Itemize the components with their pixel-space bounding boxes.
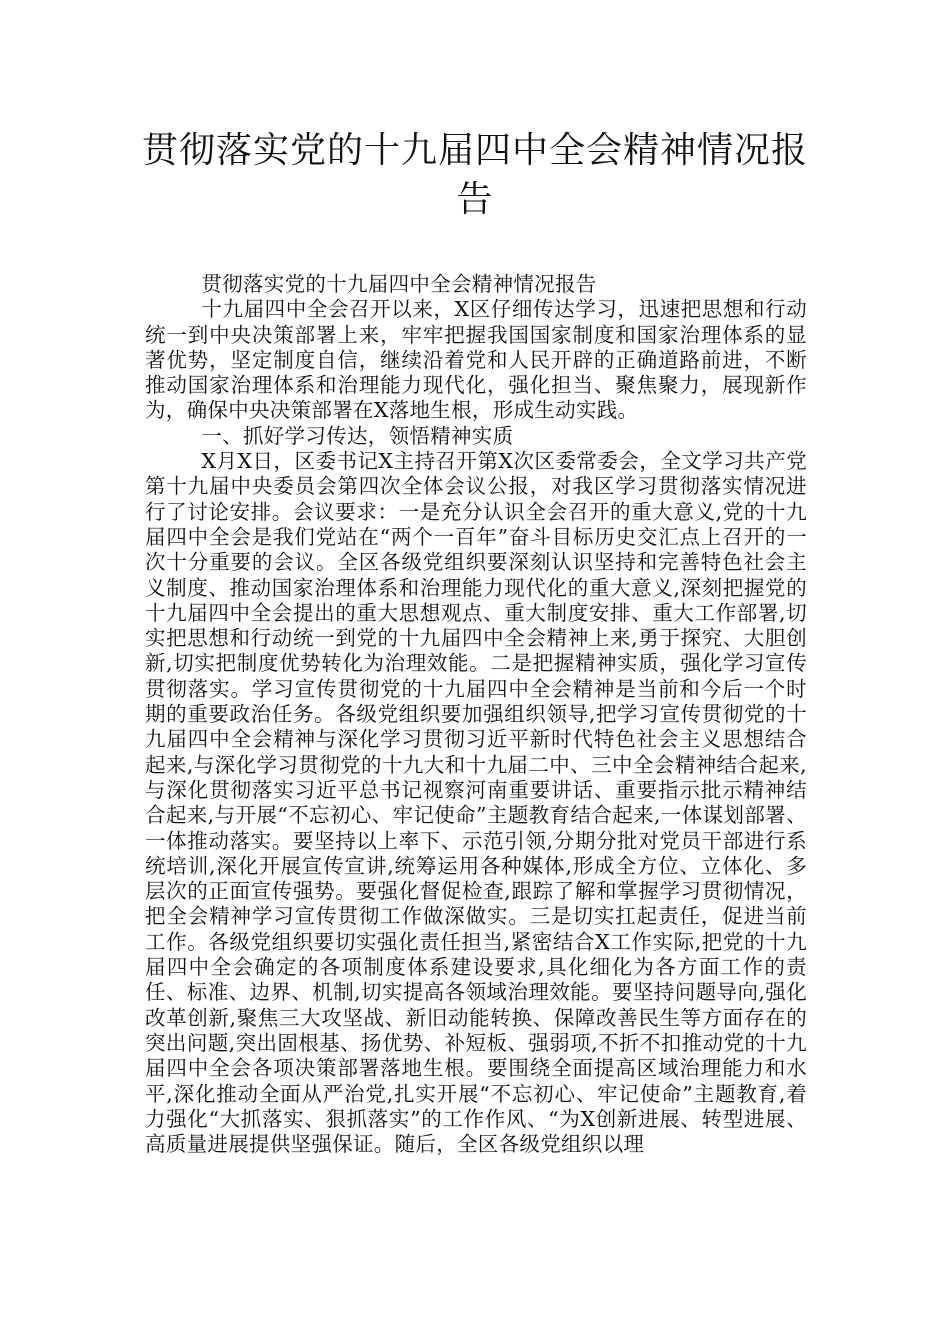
intro-paragraph: 十九届四中全会召开以来，X区仔细传达学习，迅速把思想和行动统一到中央决策部署上来，牢牢把握我国国家制度和国家治理体系的显著优势，坚定制度自信，继续沿着党和人民开辟的正确道路前进，不断推动国家治理体系和治理能力现代化，强化担当、聚焦聚力，展现新作为，确保中央决策部署在X落地生根，形成生动实践。 <box>145 297 807 423</box>
section-heading-1: 一、抓好学习传达，领悟精神实质 <box>201 423 514 448</box>
document-title: 贯彻落实党的十九届四中全会精神情况报告 <box>141 130 808 220</box>
document-body <box>145 272 807 1157</box>
section-1-paragraph: X月X日，区委书记X主持召开第X次区委常委会，全文学习共产党第十九届中央委员会第四次全体会议公报，对我区学习贯彻落实情况进行了讨论安排。会议要求：一是充分认识全会召开的重大意义,党的十九届四中全会是我们党站在“两个一百年”奋斗目标历史交汇点上召开的一次十分重要的会议。全区各级党组织要深刻认识坚持和完善特色社会主义制度、推动国家治理体系和治理能力现代化的重大意义,深刻把握党的十九届四中全会提出的重大思想观点、重大制度安排、重大工作部署,切实把思想和行动统一到党的十九届四中全会精神上来,勇于探究、大胆创新,切实把制度优势转化为治理效能。二是把握精神实质，强化学习宣传贯彻落实。学习宣传贯彻党的十九届四中全会精神是当前和今后一个时期的重要政治任务。各级党组织要加强组织领导,把学习宣传贯彻党的十九届四中全会精神与深化学习贯彻习近平新时代特色社会主义思想结合起来,与深化学习贯彻党的十九大和十九届二中、三中全会精神结合起来,与深化贯彻落实习近平总书记视察河南重要讲话、重要指示批示精神结合起来,与开展“不忘初心、牢记使命”主题教育结合起来,一体谋划部署、一体推动落实。要坚持以上率下、示范引领,分期分批对党员干部进行系统培训,深化开展宣传宣讲,统筹运用各种媒体,形成全方位、立体化、多层次的正面宣传强势。要强化督促检查,跟踪了解和掌握学习贯彻情况，把全会精神学习宣传贯彻工作做深做实。三是切实扛起责任，促进当前工作。各级党组织要切实强化责任担当,紧密结合X工作实际,把党的十九届四中全会确定的各项制度体系建设要求,具化细化为各方面工作的责任、标准、边界、机制,切实提高各领域治理效能。要坚持问题导向,强化改革创新,聚焦三大攻坚战、新旧动能转换、保障改善民生等方面存在的突出问题,突出固根基、扬优势、补短板、强弱项,不折不扣推动党的十九届四中全会各项决策部署落地生根。要围绕全面提高区域治理能力和水平,深化推动全面从严治党,扎实开展“不忘初心、牢记使命”主题教育,着力强化“大抓落实、狠抓落实”的工作作风、“为X创新进展、转型进展、高质量进展提供坚强保证。随后，全区各级党组织以理 <box>145 449 807 1157</box>
body-heading-line: 贯彻落实党的十九届四中全会精神情况报告 <box>201 272 597 296</box>
